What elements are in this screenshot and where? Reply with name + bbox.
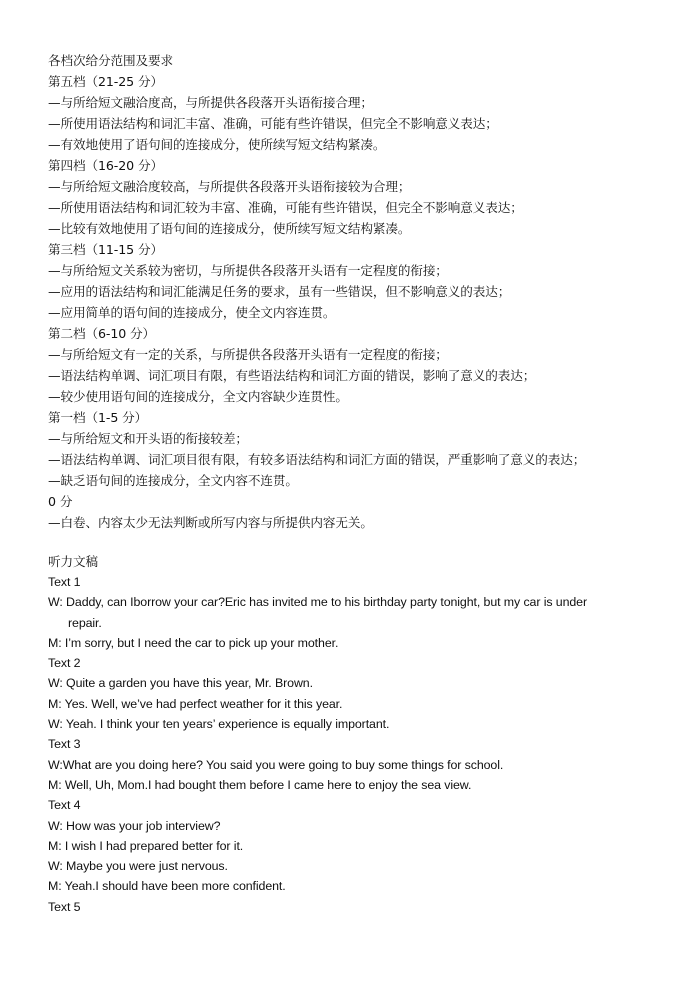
document-page — [48, 50, 688, 917]
transcript-section — [48, 551, 688, 917]
level-heading: 第五档（21-25 分） — [48, 74, 163, 89]
dialogue-line: M: I’m sorry, but I need the car to pick up your mother. — [48, 635, 339, 650]
level-item: —与所给短文有一定的关系，与所提供各段落开头语有一定程度的衔接； — [48, 347, 448, 362]
text-label: Text 3 — [48, 737, 81, 752]
level-item: —所使用语法结构和词汇丰富、准确，可能有些许错误，但完全不影响意义表达； — [48, 116, 498, 131]
level-item: —应用简单的语句间的连接成分，使全文内容连贯。 — [48, 305, 336, 320]
dialogue-line: W: Yeah. I think your ten years’ experience is equally important. — [48, 717, 390, 732]
level-item: —白卷、内容太少无法判断或所写内容与所提供内容无关。 — [48, 515, 373, 530]
grading-section — [48, 50, 688, 533]
level-item: —语法结构单调、词汇项目有限，有些语法结构和词汇方面的错误，影响了意义的表达； — [48, 368, 536, 383]
dialogue-line: W:What are you doing here? You said you were going to buy some things for school. — [48, 757, 504, 772]
level-heading: 第二档（6-10 分） — [48, 326, 156, 341]
text-label: Text 1 — [48, 575, 81, 589]
dialogue-line: W: How was your job interview? — [48, 818, 221, 833]
level-item: —与所给短文融洽度高，与所提供各段落开头语衔接合理； — [48, 95, 373, 110]
level-item: —所使用语法结构和词汇较为丰富、准确，可能有些许错误，但完全不影响意义表达； — [48, 200, 523, 215]
dialogue-line-continued: repair. — [68, 615, 102, 630]
text-label: Text 4 — [48, 798, 81, 813]
level-item: —比较有效地使用了语句间的连接成分，使所续写短文结构紧凑。 — [48, 221, 411, 236]
dialogue-line: W: Maybe you were just nervous. — [48, 859, 228, 874]
level-item: —与所给短文融洽度较高，与所提供各段落开头语衔接较为合理； — [48, 179, 411, 194]
dialogue-line: M: Yes. Well, we’ve had perfect weather for it this year. — [48, 696, 343, 711]
level-heading: 第三档（11-15 分） — [48, 242, 163, 257]
dialogue-line: M: Well, Uh, Mom.I had bought them before I came here to enjoy the sea view. — [48, 777, 472, 792]
dialogue-line: W: Quite a garden you have this year, Mr. Brown. — [48, 676, 313, 691]
level-item: —与所给短文和开头语的衔接较差； — [48, 431, 248, 446]
level-item: —语法结构单调、词汇项目很有限，有较多语法结构和词汇方面的错误，严重影响了意义的表达； — [48, 452, 586, 467]
dialogue-line: M: Yeah.I should have been more confident. — [48, 879, 286, 894]
level-item: —较少使用语句间的连接成分，全文内容缺少连贯性。 — [48, 389, 348, 404]
dialogue-line: W: Daddy, can Iborrow your car?Eric has invited me to his birthday party tonight, but my car is under — [48, 595, 588, 610]
level-heading: 0 分 — [48, 494, 73, 509]
text-label: Text 5 — [48, 899, 81, 914]
grading-title: 各档次给分范围及要求 — [48, 53, 173, 68]
level-item: —与所给短文关系较为密切，与所提供各段落开头语有一定程度的衔接； — [48, 263, 448, 278]
level-item: —应用的语法结构和词汇能满足任务的要求，虽有一些错误，但不影响意义的表达； — [48, 284, 511, 299]
text-label: Text 2 — [48, 656, 81, 671]
level-item: —缺乏语句间的连接成分，全文内容不连贯。 — [48, 473, 298, 488]
level-heading: 第四档（16-20 分） — [48, 158, 163, 173]
section-gap — [48, 533, 688, 551]
dialogue-line: M: I wish I had prepared better for it. — [48, 838, 244, 853]
transcript-title: 听力文稿 — [48, 554, 98, 569]
level-item: —有效地使用了语句间的连接成分，使所续写短文结构紧凑。 — [48, 137, 386, 152]
level-heading: 第一档（1-5 分） — [48, 410, 148, 425]
